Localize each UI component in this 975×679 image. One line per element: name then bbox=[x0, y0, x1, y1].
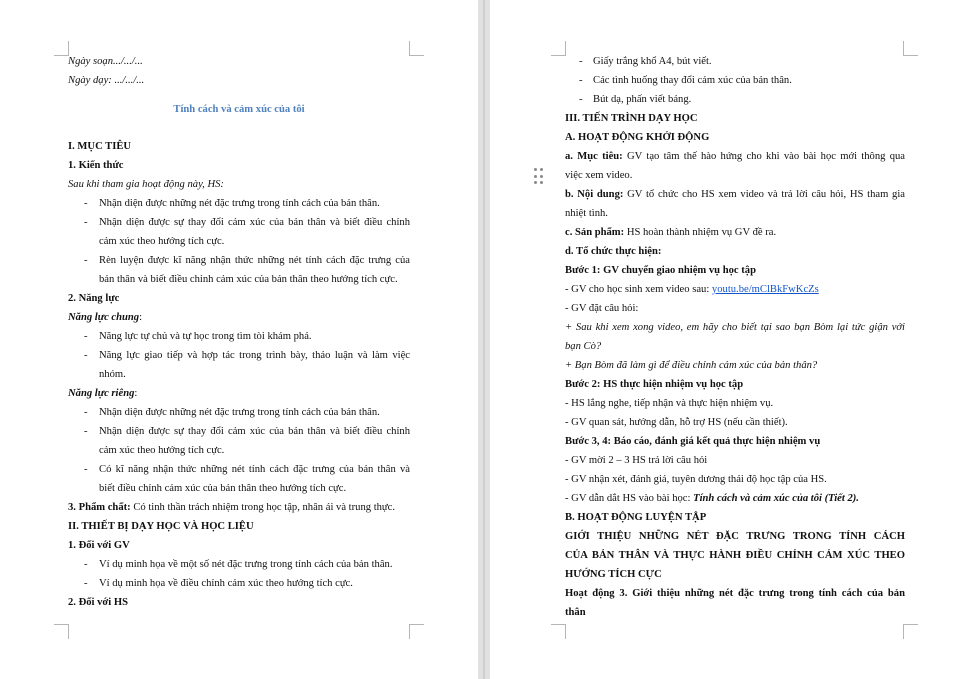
student-heading: 2. Đối với HS bbox=[68, 597, 129, 608]
question-1-line-2: bạn Cò? bbox=[565, 341, 602, 352]
general-ability-colon: : bbox=[139, 312, 143, 323]
date-prepare: Ngày soạn.../.../... bbox=[68, 56, 143, 67]
right-page-content bbox=[565, 52, 905, 622]
video-link[interactable]: youtu.be/mClBkFwKcZs bbox=[711, 284, 819, 295]
list-item: - Nhận diện được sự thay đổi cảm xúc của bản thân và biết điều chỉnh cảm xúc theo hướng tích cực. bbox=[68, 422, 410, 460]
lead-text: - GV dẫn dắt HS vào bài học: bbox=[565, 493, 694, 504]
video-text: - GV cho học sinh xem video sau: bbox=[565, 284, 712, 295]
step-34-heading: Bước 3, 4: Báo cáo, đánh giá kết quả thực hiện nhiệm vụ bbox=[565, 436, 821, 447]
margin-mark-bottom-left bbox=[54, 624, 69, 639]
intro-caps-line-2: CỦA BẢN THÂN VÀ THỰC HÀNH ĐIỀU CHỈNH CẢM XÚC THEO bbox=[565, 550, 905, 561]
list-item: - Nhận diện được những nét đặc trưng trong tính cách của bản thân. bbox=[68, 403, 410, 422]
list-item: - Ví dụ minh họa về điều chỉnh cảm xúc theo hướng tích cực. bbox=[68, 574, 410, 593]
step-2-heading: Bước 2: HS thực hiện nhiệm vụ học tập bbox=[565, 379, 744, 390]
content-line-1 bbox=[565, 185, 905, 204]
list-item-text: Nhận diện được những nét đặc trưng trong tính cách của bản thân. bbox=[99, 407, 380, 418]
specific-ability-row bbox=[68, 384, 410, 403]
margin-mark-bottom-right bbox=[409, 624, 424, 639]
document-page-right bbox=[490, 0, 975, 679]
goal-line-1 bbox=[565, 147, 905, 166]
list-item: - GV nhận xét, đánh giá, tuyên dương thái độ học tập của HS. bbox=[565, 474, 827, 485]
list-item-text: Năng lực tự chủ và tự học trong tìm tòi khám phá. bbox=[99, 331, 312, 342]
video-row bbox=[565, 280, 905, 299]
specific-ability-colon: : bbox=[134, 388, 138, 399]
quality-text: Có tinh thần trách nhiệm trong học tập, nhân ái và trung thực. bbox=[130, 502, 396, 513]
organize-heading: d. Tổ chức thực hiện: bbox=[565, 246, 662, 257]
product-label: c. Sản phẩm: bbox=[565, 227, 625, 238]
specific-ability-label: Năng lực riêng bbox=[68, 388, 135, 399]
list-item: - Các tình huống thay đổi cảm xúc của bản thân. bbox=[565, 71, 905, 90]
margin-mark-bottom-left bbox=[551, 624, 566, 639]
activity-3-line-1: Hoạt động 3. Giới thiệu những nét đặc trưng trong tính cách của bản bbox=[565, 588, 905, 599]
goal-line-2: việc xem video. bbox=[565, 170, 633, 181]
list-item-text: Rèn luyện được kĩ năng nhận thức những nét tính cách đặc trưng của bbox=[99, 255, 410, 266]
list-item-text: Giấy trắng khổ A4, bút viết. bbox=[593, 56, 712, 67]
list-item-text-cont: cảm xúc theo hướng tích cực. bbox=[99, 236, 225, 247]
general-ability-label: Năng lực chung bbox=[68, 312, 140, 323]
general-ability-row bbox=[68, 308, 410, 327]
knowledge-heading: 1. Kiến thức bbox=[68, 160, 124, 171]
list-item: - GV mời 2 – 3 HS trả lời câu hỏi bbox=[565, 455, 708, 466]
list-item-text-cont: cảm xúc theo hướng tích cực. bbox=[99, 445, 225, 456]
list-item: - HS lắng nghe, tiếp nhận và thực hiện nhiệm vụ. bbox=[565, 398, 774, 409]
activity-3-line-2: thân bbox=[565, 607, 586, 618]
lead-title: Tính cách và cảm xúc của tôi (Tiết 2). bbox=[693, 493, 859, 504]
step-1-heading: Bước 1: GV chuyển giao nhiệm vụ học tập bbox=[565, 265, 756, 276]
section-2-heading: II. THIẾT BỊ DẠY HỌC VÀ HỌC LIỆU bbox=[68, 521, 254, 532]
list-item-text: Nhận diện được những nét đặc trưng trong tính cách của bản thân. bbox=[99, 198, 380, 209]
intro-caps-line-1: GIỚI THIỆU NHỮNG NÉT ĐẶC TRƯNG TRONG TÍNH CÁCH bbox=[565, 531, 905, 542]
list-item: - GV quan sát, hướng dẫn, hỗ trợ HS (nếu cần thiết). bbox=[565, 417, 788, 428]
list-item-text: Ví dụ minh họa về điều chỉnh cảm xúc theo hướng tích cực. bbox=[99, 578, 353, 589]
list-item: - Có kĩ năng nhận thức những nét tính cách đặc trưng của bản thân và biết điều chỉnh cảm xúc của bản thân theo hướng tích cực. bbox=[68, 460, 410, 498]
document-title: Tính cách và cảm xúc của tôi bbox=[173, 104, 305, 115]
list-item-text: Bút dạ, phấn viết bảng. bbox=[593, 94, 692, 105]
list-item-text: Nhận diện được sự thay đổi cảm xúc của bản thân và biết điều chỉnh bbox=[99, 426, 410, 437]
quality-label: 3. Phẩm chất: bbox=[68, 502, 131, 513]
list-item: - Năng lực giao tiếp và hợp tác trong trình bày, thảo luận và làm việc nhóm. bbox=[68, 346, 410, 384]
teacher-heading: 1. Đối với GV bbox=[68, 540, 130, 551]
list-item: - Nhận diện được sự thay đổi cảm xúc của bản thân và biết điều chỉnh cảm xúc theo hướng tích cực. bbox=[68, 213, 410, 251]
left-page-content bbox=[68, 52, 410, 612]
question-1-line-1: + Sau khi xem xong video, em hãy cho biết tại sao bạn Bòm lại tức giận với bbox=[565, 322, 905, 333]
quality-row bbox=[68, 498, 410, 517]
date-teach: Ngày dạy: .../.../... bbox=[68, 75, 145, 86]
section-1-heading: I. MỤC TIÊU bbox=[68, 141, 132, 152]
activity-a-heading: A. HOẠT ĐỘNG KHỞI ĐỘNG bbox=[565, 132, 710, 143]
list-item: - Bút dạ, phấn viết bảng. bbox=[565, 90, 905, 109]
question-intro: - GV đặt câu hỏi: bbox=[565, 303, 639, 314]
page-gap bbox=[478, 0, 490, 679]
list-item: - Giấy trắng khổ A4, bút viết. bbox=[565, 52, 905, 71]
drag-handle-icon[interactable] bbox=[534, 168, 544, 186]
intro-caps-line-3: HƯỚNG TÍCH CỰC bbox=[565, 569, 662, 580]
content-line-2: nhiệt tình. bbox=[565, 208, 608, 219]
product-text: HS hoàn thành nhiệm vụ GV đề ra. bbox=[624, 227, 777, 238]
goal-text: GV tạo tâm thế hào hứng cho khi vào bài học mới thông qua bbox=[622, 151, 905, 162]
lead-row bbox=[565, 489, 905, 508]
list-item-text: Các tình huống thay đổi cảm xúc của bản thân. bbox=[593, 75, 792, 86]
activity-b-heading: B. HOẠT ĐỘNG LUYỆN TẬP bbox=[565, 512, 707, 523]
document-page-left bbox=[0, 0, 478, 679]
list-item: - Rèn luyện được kĩ năng nhận thức những nét tính cách đặc trưng của bản thân và biết điều chỉnh cảm xúc của bản thân theo hướng tích cực. bbox=[68, 251, 410, 289]
section-3-heading: III. TIẾN TRÌNH DẠY HỌC bbox=[565, 113, 698, 124]
list-item: - Nhận diện được những nét đặc trưng trong tính cách của bản thân. bbox=[68, 194, 410, 213]
content-text: GV tổ chức cho HS xem video và trả lời câu hỏi, HS tham gia bbox=[623, 189, 905, 200]
question-2: + Bạn Bòm đã làm gì để điều chỉnh cảm xúc của bản thân? bbox=[565, 360, 818, 371]
content-label: b. Nội dung: bbox=[565, 189, 624, 200]
margin-mark-top-left bbox=[54, 41, 69, 56]
ability-heading: 2. Năng lực bbox=[68, 293, 120, 304]
goal-label: a. Mục tiêu: bbox=[565, 151, 623, 162]
list-item-text-cont: biết điều chỉnh cảm xúc của bản thân theo hướng tích cực. bbox=[99, 483, 347, 494]
list-item-text: Ví dụ minh họa về một số nét đặc trưng trong tính cách của bản thân. bbox=[99, 559, 393, 570]
list-item: - Năng lực tự chủ và tự học trong tìm tòi khám phá. bbox=[68, 327, 410, 346]
product-row bbox=[565, 223, 905, 242]
margin-mark-top-right bbox=[409, 41, 424, 56]
list-item-text-cont: bản thân và biết điều chỉnh cảm xúc của bản thân theo hướng tích cực. bbox=[99, 274, 398, 285]
list-item-text: Năng lực giao tiếp và hợp tác trong trình bày, thảo luận và làm việc bbox=[99, 350, 410, 361]
margin-mark-top-right bbox=[903, 41, 918, 56]
list-item-text: Nhận diện được sự thay đổi cảm xúc của bản thân và biết điều chỉnh bbox=[99, 217, 410, 228]
margin-mark-bottom-right bbox=[903, 624, 918, 639]
list-item-text-cont: nhóm. bbox=[99, 369, 126, 380]
margin-mark-top-left bbox=[551, 41, 566, 56]
list-item: - Ví dụ minh họa về một số nét đặc trưng trong tính cách của bản thân. bbox=[68, 555, 410, 574]
knowledge-intro: Sau khi tham gia hoạt động này, HS: bbox=[68, 179, 224, 190]
list-item-text: Có kĩ năng nhận thức những nét tính cách đặc trưng của bản thân và bbox=[99, 464, 410, 475]
